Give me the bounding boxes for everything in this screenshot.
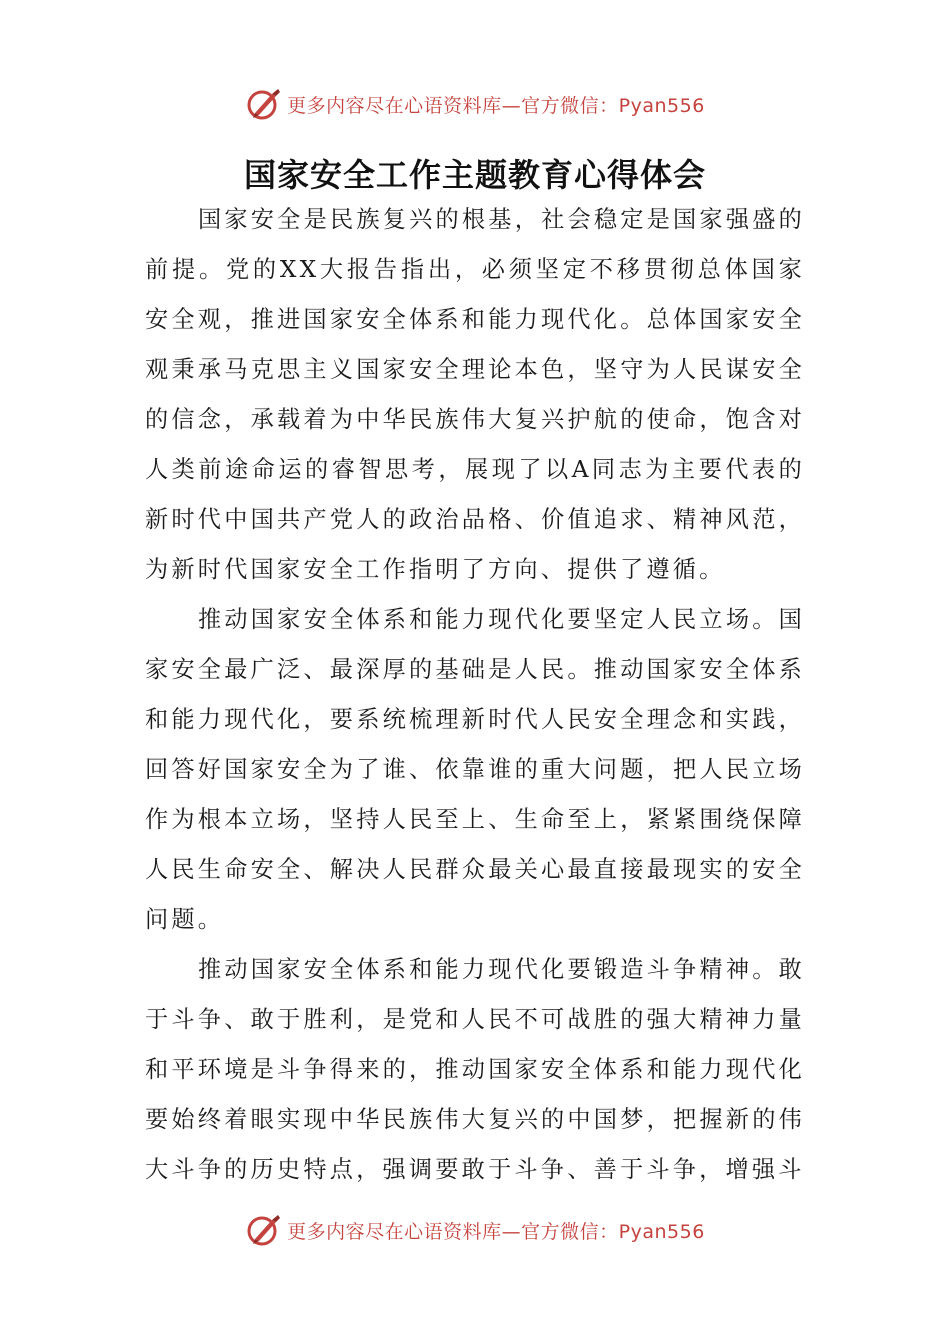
paragraph: 推动国家安全体系和能力现代化要坚定人民立场。国家安全最广泛、最深厚的基础是人民。推动国家安全体系和能力现代化，要系统梳理新时代人民安全理念和实践，回答好国家安全为了谁、依靠谁的重大问题，把人民立场作为根本立场，坚持人民至上、生命至上，紧紧围绕保障人民生命安全、解决人民群众最关心最直接最现实的安全问题。 [145,606,805,933]
watermark-banner-bottom [0,1210,950,1250]
watermark-text: 更多内容尽在心语资料库—官方微信：Pyan556 [287,94,705,117]
watermark-text: 更多内容尽在心语资料库—官方微信：Pyan556 [287,1220,705,1243]
paragraph: 国家安全是民族复兴的根基，社会稳定是国家强盛的前提。党的XX大报告指出，必须坚定不移贯彻总体国家安全观，推进国家安全体系和能力现代化。总体国家安全观秉承马克思主义国家安全理论本色，坚守为人民谋安全的信念，承载着为中华民族伟大复兴护航的使命，饱含对人类前途命运的睿智思考，展现了以A同志为主要代表的新时代中国共产党人的政治品格、价值追求、精神风范，为新时代国家安全工作指明了方向、提供了遵循。 [145,206,805,583]
pen-seal-icon [245,1212,283,1248]
paragraph: 推动国家安全体系和能力现代化要锻造斗争精神。敢于斗争、敢于胜利，是党和人民不可战胜的强大精神力量和平环境是斗争得来的，推动国家安全体系和能力现代化要始终着眼实现中华民族伟大复兴的中国梦，把握新的伟大斗争的历史特点，强调要敢于斗争、善于斗争，增强斗 [145,956,805,1183]
watermark-banner-top [0,84,950,124]
page-title: 国家安全工作主题教育心得体会 [243,156,706,194]
pen-seal-icon [245,86,283,122]
document-body [145,195,805,1195]
